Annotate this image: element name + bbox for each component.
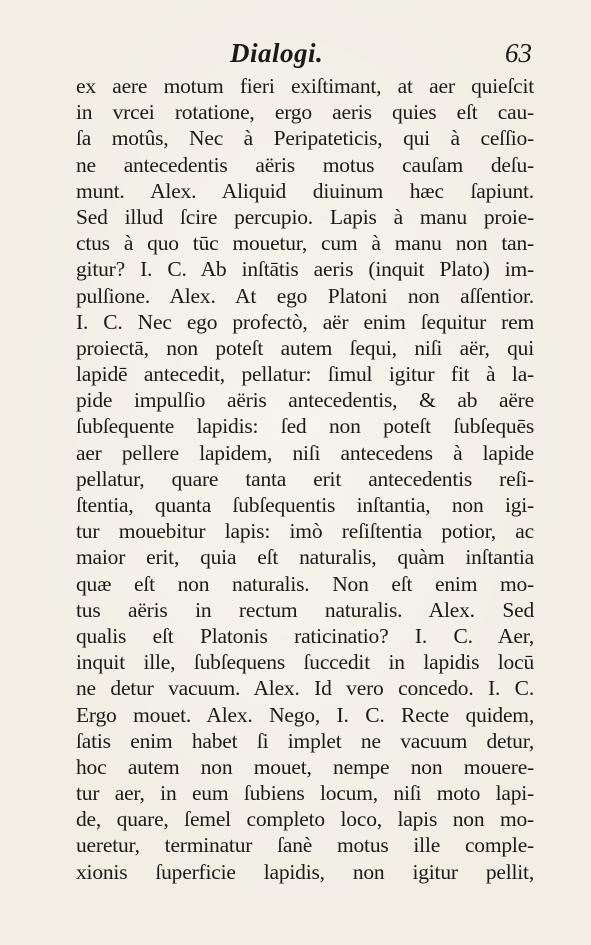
text-line: ſubſequente lapidis: ſed non poteſt ſubſequēs <box>76 414 534 439</box>
page-number: 63 <box>505 38 532 68</box>
running-title: Dialogi. <box>230 38 324 68</box>
text-line: ne detur vacuum. Alex. Id vero concedo. I. C. <box>76 676 534 701</box>
text-line: ueretur, terminatur ſanè motus ille comple- <box>76 833 534 858</box>
text-line: xionis ſuperficie lapidis, non igitur pellit, <box>76 859 534 884</box>
text-line: in vrcei rotatione, ergo aeris quies eſt cau- <box>76 100 534 125</box>
text-line: inquit ille, ſubſequens ſuccedit in lapidis locū <box>76 650 534 675</box>
text-line: proiectā, non poteſt autem ſequi, niſi aër, qui <box>76 335 534 360</box>
text-line: quæ eſt non naturalis. Non eſt enim mo- <box>76 571 534 596</box>
text-line: pide impulſio aëris antecedentis, & ab aëre <box>76 388 534 413</box>
text-line: I. C. Nec ego profectò, aër enim ſequitur rem <box>76 309 534 334</box>
text-line: ne antecedentis aëris motus cauſam deſu- <box>76 152 534 177</box>
text-line: tur aer, in eum ſubiens locum, niſi moto lapi- <box>76 781 534 806</box>
text-line: munt. Alex. Aliquid diuinum hæc ſapiunt. <box>76 178 534 203</box>
text-line: aer pellere lapidem, niſi antecedens à lapide <box>76 440 534 465</box>
text-line: maior erit, quia eſt naturalis, quàm inſtantia <box>76 545 534 570</box>
text-line: ſtentia, quanta ſubſequentis inſtantia, non igi- <box>76 493 534 517</box>
page-header <box>80 38 532 72</box>
body-text <box>76 73 534 885</box>
text-line: ſatis enim habet ſi implet ne vacuum detur, <box>76 728 534 753</box>
text-line: gitur? I. C. Ab inſtātis aeris (inquit Plato) im- <box>76 257 534 282</box>
text-line: hoc autem non mouet, nempe non mouere- <box>76 754 534 779</box>
text-line: Ergo mouet. Alex. Nego, I. C. Recte quidem, <box>76 702 534 727</box>
text-line: de, quare, ſemel completo loco, lapis non mo- <box>76 807 534 832</box>
text-line: qualis eſt Platonis raticinatio? I. C. Aer, <box>76 623 534 648</box>
text-line: tur mouebitur lapis: imò reſiſtentia potior, ac <box>76 519 534 544</box>
text-line: tus aëris in rectum naturalis. Alex. Sed <box>76 597 534 622</box>
text-line: ſa motûs, Nec à Peripateticis, qui à ceſſio- <box>76 126 534 151</box>
text-line: pellatur, quare tanta erit antecedentis reſi- <box>76 466 534 491</box>
text-line: ex aere motum fieri exiſtimant, at aer quieſcit <box>76 74 534 98</box>
text-line: lapidē antecedit, pellatur: ſimul igitur fit à la- <box>76 362 534 387</box>
text-line: Sed illud ſcire percupio. Lapis à manu proie- <box>76 204 534 229</box>
text-line: ctus à quo tūc mouetur, cum à manu non tan- <box>76 231 534 256</box>
text-line: pulſione. Alex. At ego Platoni non aſſentior. <box>76 283 534 308</box>
